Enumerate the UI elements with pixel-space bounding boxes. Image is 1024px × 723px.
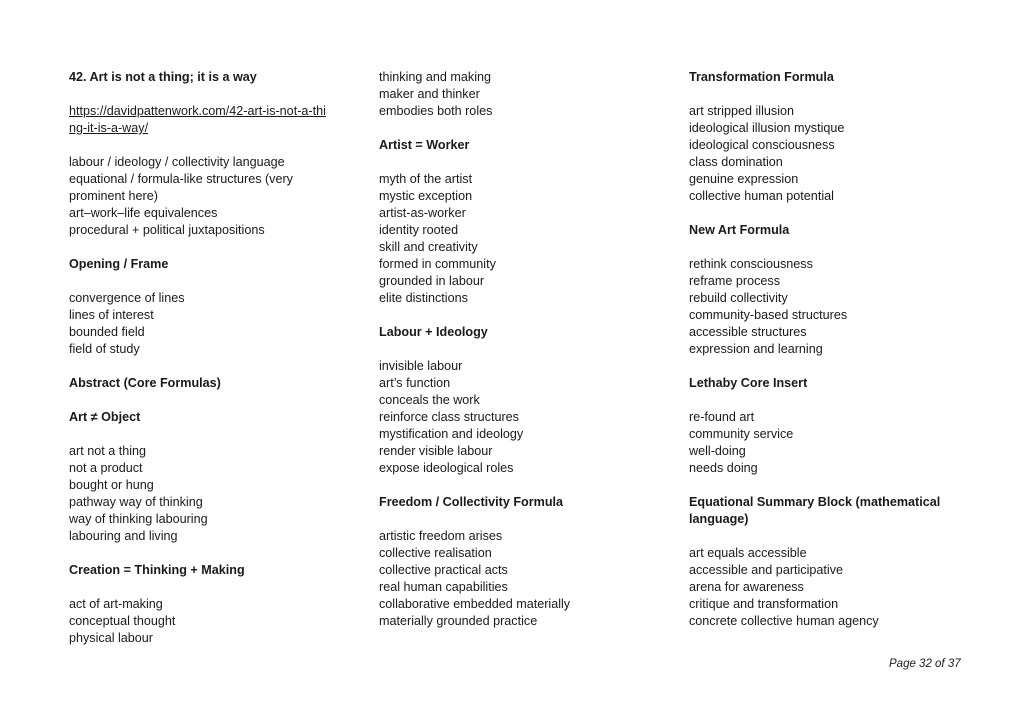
list-item: community-based structures xyxy=(689,308,848,322)
list-item: artistic freedom arises xyxy=(379,529,503,543)
list-item: rebuild collectivity xyxy=(689,291,788,305)
section-items xyxy=(379,171,659,307)
list-item: reframe process xyxy=(689,274,780,288)
list-item: accessible and participative xyxy=(689,563,844,577)
list-item: class domination xyxy=(689,155,783,169)
section-items xyxy=(689,545,969,630)
section-items xyxy=(689,256,969,358)
column-2 xyxy=(379,69,659,647)
list-item: needs doing xyxy=(689,461,758,475)
list-item: concrete collective human agency xyxy=(689,614,879,628)
list-item: maker and thinker xyxy=(379,87,480,101)
section-heading: New Art Formula xyxy=(689,223,790,237)
list-item: artist-as-worker xyxy=(379,206,466,220)
section-heading-block xyxy=(69,409,349,426)
list-item: rethink consciousness xyxy=(689,257,813,271)
list-item: act of art-making xyxy=(69,597,163,611)
section-heading: Opening / Frame xyxy=(69,257,169,271)
list-item: re-found art xyxy=(689,410,755,424)
list-item: labouring and living xyxy=(69,529,178,543)
section-items xyxy=(689,103,969,205)
section-heading: Creation = Thinking + Making xyxy=(69,563,245,577)
list-item: ideological consciousness xyxy=(689,138,835,152)
section-items xyxy=(379,358,659,477)
list-item: mystic exception xyxy=(379,189,473,203)
list-item: art–work–life equivalences xyxy=(69,206,218,220)
section-items xyxy=(689,409,969,477)
section-heading: Lethaby Core Insert xyxy=(689,376,808,390)
section-items xyxy=(69,290,349,358)
section-heading: Freedom / Collectivity Formula xyxy=(379,495,564,509)
list-item: arena for awareness xyxy=(689,580,804,594)
list-item: art not a thing xyxy=(69,444,147,458)
list-item: art’s function xyxy=(379,376,451,390)
section-heading: Abstract (Core Formulas) xyxy=(69,376,221,390)
source-link[interactable]: https://davidpattenwork.com/42-art-is-not-a-thing-it-is-a-way/ xyxy=(69,104,326,135)
list-item: collective human potential xyxy=(689,189,834,203)
section-heading-block xyxy=(689,69,969,86)
section-title-block xyxy=(69,69,349,86)
list-item: not a product xyxy=(69,461,143,475)
list-item: accessible structures xyxy=(689,325,807,339)
list-item: elite distinctions xyxy=(379,291,468,305)
column-1 xyxy=(69,69,349,664)
section-items xyxy=(379,528,659,630)
section-heading-block xyxy=(689,494,969,528)
source-link-block xyxy=(69,103,349,137)
list-item: pathway way of thinking xyxy=(69,495,203,509)
list-item: myth of the artist xyxy=(379,172,473,186)
section-heading-block xyxy=(69,375,349,392)
list-item: render visible labour xyxy=(379,444,493,458)
page-title: 42. Art is not a thing; it is a way xyxy=(69,70,257,84)
section-heading: Equational Summary Block (mathematical language) xyxy=(689,495,941,526)
list-item: well-doing xyxy=(689,444,746,458)
list-item: convergence of lines xyxy=(69,291,185,305)
list-item: art equals accessible xyxy=(689,546,807,560)
list-item: expose ideological roles xyxy=(379,461,514,475)
section-heading-block xyxy=(379,494,659,511)
list-item: invisible labour xyxy=(379,359,463,373)
section-heading-block xyxy=(689,375,969,392)
intro-block xyxy=(69,154,349,239)
list-item: ideological illusion mystique xyxy=(689,121,845,135)
list-item: bounded field xyxy=(69,325,145,339)
list-item: critique and transformation xyxy=(689,597,839,611)
list-item: art stripped illusion xyxy=(689,104,794,118)
section-items xyxy=(69,596,349,647)
list-item: lines of interest xyxy=(69,308,154,322)
list-item: equational / formula-like structures (very prominent here) xyxy=(69,172,293,203)
section-items xyxy=(69,443,349,545)
section-heading-block xyxy=(689,222,969,239)
list-item: identity rooted xyxy=(379,223,459,237)
list-item: labour / ideology / collectivity language xyxy=(69,155,285,169)
list-item: expression and learning xyxy=(689,342,823,356)
list-item: genuine expression xyxy=(689,172,799,186)
list-item: materially grounded practice xyxy=(379,614,538,628)
list-item: conceptual thought xyxy=(69,614,176,628)
section-heading-block xyxy=(69,562,349,579)
section-heading: Labour + Ideology xyxy=(379,325,488,339)
column-3 xyxy=(689,69,969,647)
list-item: conceals the work xyxy=(379,393,480,407)
list-item: reinforce class structures xyxy=(379,410,519,424)
list-item: real human capabilities xyxy=(379,580,508,594)
list-item: field of study xyxy=(69,342,140,356)
section-heading-block xyxy=(379,137,659,154)
list-item: collaborative embedded materially xyxy=(379,597,571,611)
list-item: skill and creativity xyxy=(379,240,478,254)
list-item: grounded in labour xyxy=(379,274,485,288)
list-item: embodies both roles xyxy=(379,104,493,118)
list-item: physical labour xyxy=(69,631,154,645)
list-item: mystification and ideology xyxy=(379,427,524,441)
section-heading: Artist = Worker xyxy=(379,138,470,152)
section-heading: Art ≠ Object xyxy=(69,410,141,424)
section-heading-block xyxy=(379,324,659,341)
list-item: collective practical acts xyxy=(379,563,508,577)
section-heading-block xyxy=(69,256,349,273)
list-item: collective realisation xyxy=(379,546,492,560)
list-item: community service xyxy=(689,427,794,441)
page-number: Page 32 of 37 xyxy=(889,658,961,670)
section-heading: Transformation Formula xyxy=(689,70,834,84)
list-item: thinking and making xyxy=(379,70,492,84)
list-item: formed in community xyxy=(379,257,496,271)
list-item: procedural + political juxtapositions xyxy=(69,223,265,237)
continuation-items xyxy=(379,69,659,120)
list-item: way of thinking labouring xyxy=(69,512,208,526)
list-item: bought or hung xyxy=(69,478,154,492)
